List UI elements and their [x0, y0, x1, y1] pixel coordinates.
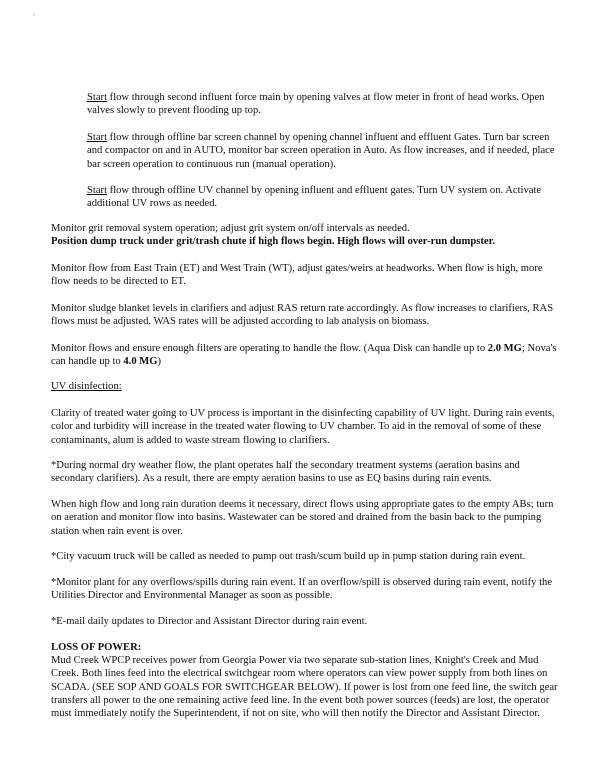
flow-trains-paragraph: Monitor flow from East Train (ET) and West Train (WT), adjust gates/weirs at headworks. When flow is high, more flow needs to be directed to ET.	[51, 263, 543, 288]
filters-paragraph: Monitor flows and ensure enough filters are operating to handle the flow. (Aqua Disk can handle up to 2.0 MG; Nova's can handle up to 4.0 MG)	[51, 343, 557, 368]
grit-warning: Position dump truck under grit/trash chute if high flows begin. High flows will over-run dumpster.	[51, 236, 495, 248]
loss-of-power-paragraph: Mud Creek WPCP receives power from Georgia Power via two separate sub-station lines, Knight's Creek and Mud Creek. Both lines feed into the electrical switchgear room where operators can view power supply from both lines on SCADA. (SEE SOP AND GOALS FOR SWITCHGEAR BELOW). If power is lost from one feed line, the switch gear transfers all power to the one remaining active feed line. In the event both power sources (feeds) are lost, the operator must immediately notify the Superintendent, if not on site, who will then notify the Director and Assistant Director.	[51, 655, 558, 720]
start-item-uv-channel: Start flow through offline UV channel by opening influent and effluent gates. Turn UV system on. Activate additional UV rows as needed.	[87, 185, 542, 210]
start-verb: Start	[87, 92, 108, 103]
vacuum-truck-paragraph: *City vacuum truck will be called as needed to pump out trash/scum build up in pump station during rain event.	[51, 551, 526, 562]
start-item-bar-screen: Start flow through offline bar screen channel by opening channel influent and effluent Gates. Turn bar screen and compactor on and in AUTO, monitor bar screen operation in Auto. As flow increases, and if needed, place bar screen operation to continuous run (manual operation).	[87, 132, 555, 170]
email-updates-paragraph: *E-mail daily updates to Director and Assistant Director during rain event.	[51, 616, 368, 627]
grit-paragraph: Monitor grit removal system operation; adjust grit system on/off intervals as needed. Position dump truck under grit/trash chute if high flows begin. High flows will over-run dumpster.	[51, 223, 495, 248]
start-item-influent-force-main: Start flow through second influent force main by opening valves at flow meter in front of head works. Open valves slowly to prevent flooding up top.	[87, 92, 545, 117]
start-verb: Start	[87, 185, 108, 196]
overflows-paragraph: *Monitor plant for any overflows/spills during rain event. If an overflow/spill is observed during rain event, notify the Utilities Director and Environmental Manager as soon as possible.	[51, 577, 553, 602]
start-verb: Start	[87, 132, 108, 143]
uv-heading: UV disinfection:	[51, 381, 122, 392]
scan-mark: '	[33, 12, 35, 22]
sludge-paragraph: Monitor sludge blanket levels in clarifiers and adjust RAS return rate accordingly. As flow increases to clarifiers, RAS flows must be adjusted. WAS rates will be adjusted according to lab analysis on biomass.	[51, 303, 554, 328]
loss-of-power-heading: LOSS OF POWER:	[51, 642, 142, 653]
uv-clarity-paragraph: Clarity of treated water going to UV process is important in the disinfecting capability of UV light. During rain events, color and turbidity will increase in the treated water flowing to UV chamber. To aid in the removal of some of these contaminants, alum is added to waste stream flowing to clarifiers.	[51, 408, 555, 446]
dry-weather-paragraph: *During normal dry weather flow, the plant operates half the secondary treatment systems (aeration basins and secondary clarifiers). As a result, there are empty aeration basins to use as EQ basins during rain events.	[51, 460, 520, 485]
aqua-disk-capacity: 2.0 MG	[487, 343, 522, 354]
nova-capacity: 4.0 MG	[123, 356, 158, 368]
high-flow-paragraph: When high flow and long rain duration deems it necessary, direct flows using appropriate gates to the empty ABs; turn on aeration and monitor flow into basins. Wastewater can be stored and drained from the basin back to the pumping station when rain event is over.	[51, 499, 554, 537]
